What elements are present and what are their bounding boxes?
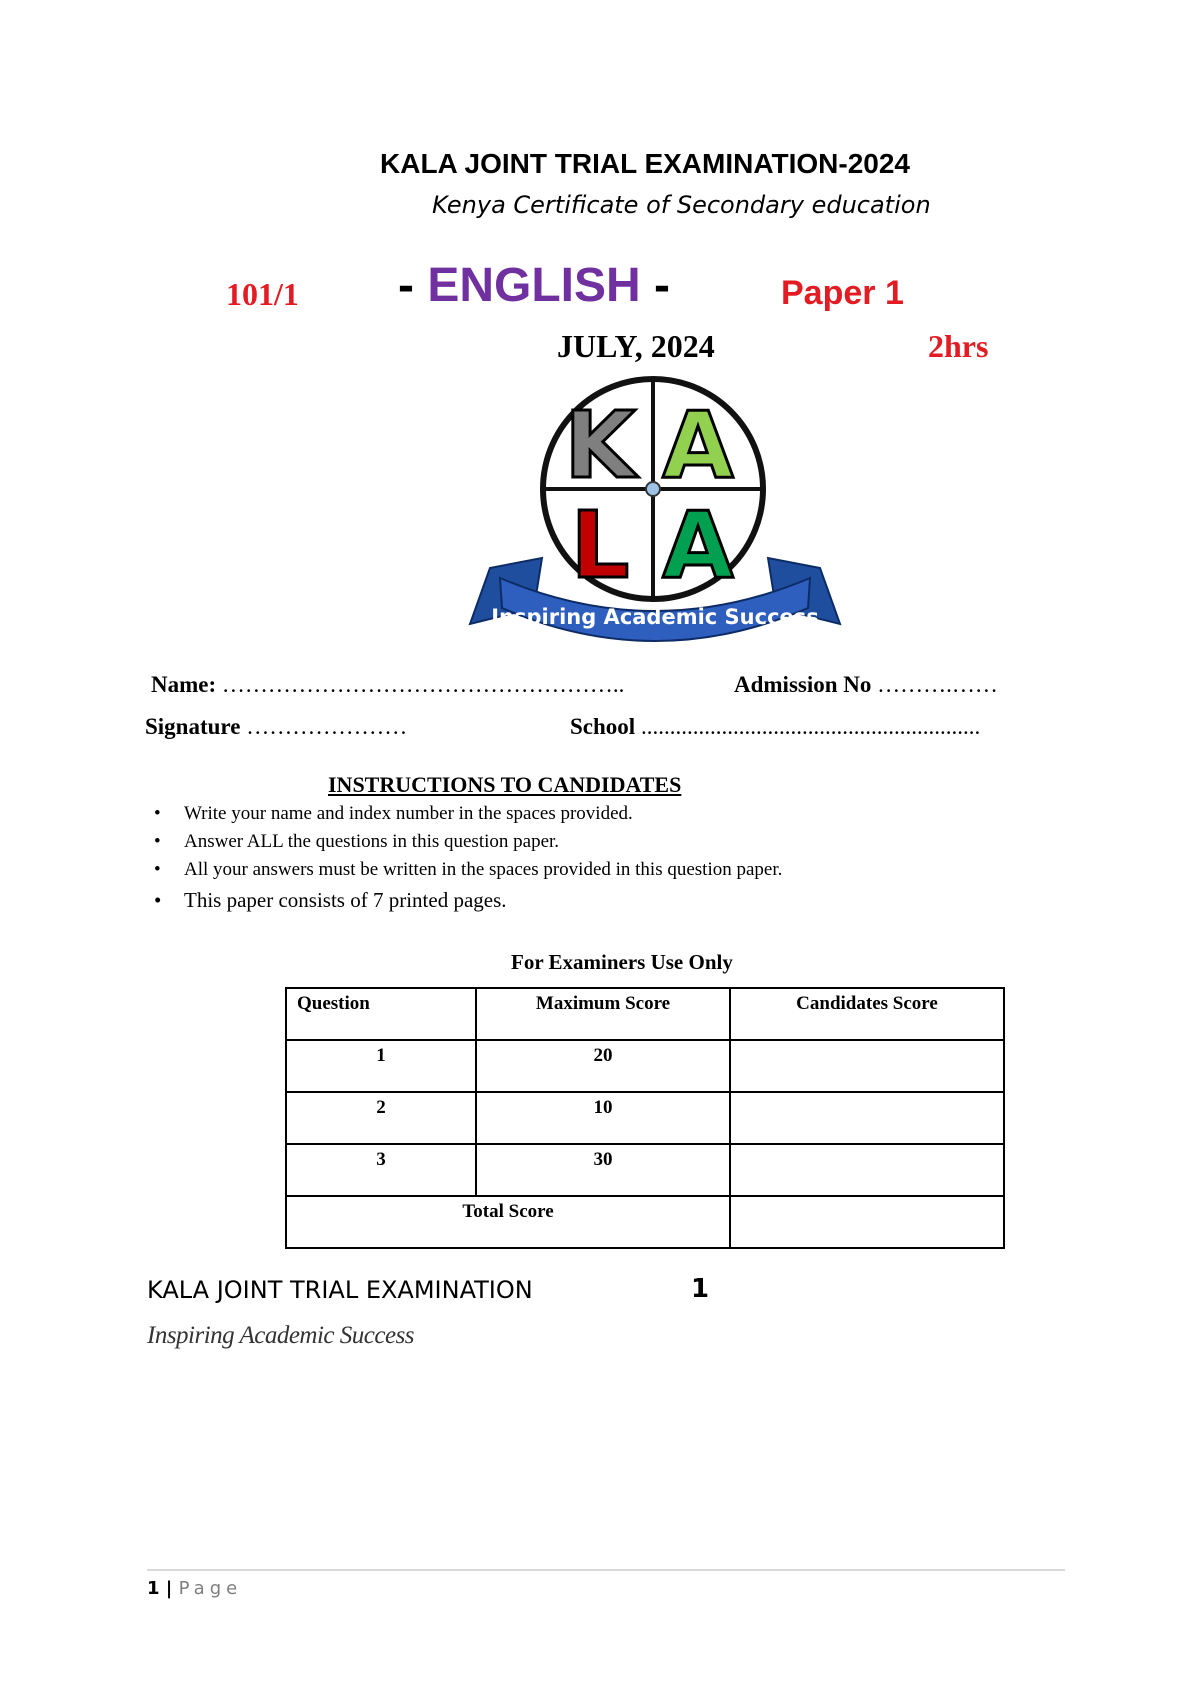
exam-subtitle: Kenya Certificate of Secondary education (432, 191, 931, 219)
paper-number: Paper 1 (781, 274, 904, 312)
name-label: Name: (151, 672, 217, 697)
row-question: 3 (286, 1144, 476, 1196)
total-score-label: Total Score (286, 1196, 730, 1248)
signature-dots: ………………… (240, 714, 408, 739)
logo-letter-l: L (570, 492, 630, 599)
admission-field[interactable] (734, 672, 998, 698)
row-max-score: 30 (476, 1144, 730, 1196)
header-candidate-score: Candidates Score (730, 988, 1004, 1040)
row-question: 2 (286, 1092, 476, 1144)
exam-duration: 2hrs (928, 328, 989, 364)
instruction-text: This paper consists of 7 printed pages. (184, 888, 507, 912)
bullet-icon: • (154, 859, 161, 880)
kala-logo (460, 372, 860, 662)
list-item (150, 884, 782, 916)
subject-dash-right: - (640, 259, 671, 312)
list-item (150, 800, 782, 828)
table-header-row (286, 988, 1004, 1040)
table-row (286, 1144, 1004, 1196)
page-number-value: 1 (147, 1578, 160, 1599)
footer-number: 1 (691, 1274, 710, 1304)
page-number (147, 1578, 242, 1599)
examiners-heading: For Examiners Use Only (511, 950, 733, 974)
row-question: 1 (286, 1040, 476, 1092)
school-dots: ........................................................... (635, 714, 981, 739)
table-row (286, 1092, 1004, 1144)
subject-name: ENGLISH (427, 259, 641, 312)
list-item (150, 856, 782, 884)
subject-line (398, 258, 670, 313)
instructions-heading: INSTRUCTIONS TO CANDIDATES (328, 772, 682, 797)
score-table (285, 987, 1005, 1249)
row-max-score: 10 (476, 1092, 730, 1144)
row-candidate-score[interactable] (730, 1040, 1004, 1092)
row-max-score: 20 (476, 1040, 730, 1092)
logo-letter-k: K (564, 392, 636, 499)
instruction-text: Answer ALL the questions in this question paper. (184, 831, 560, 852)
table-row (286, 1040, 1004, 1092)
name-field[interactable] (151, 672, 624, 698)
name-dots: …………………………………………….. (216, 672, 625, 697)
admission-dots: ……….…… (871, 672, 998, 697)
subject-dash-left: - (398, 259, 428, 312)
school-label: School (570, 714, 636, 739)
instructions-list (150, 800, 782, 916)
school-field[interactable] (570, 714, 980, 740)
page-separator: | (159, 1578, 179, 1599)
table-total-row (286, 1196, 1004, 1248)
instruction-text: All your answers must be written in the spaces provided in this question paper. (184, 859, 783, 880)
row-candidate-score[interactable] (730, 1144, 1004, 1196)
footer-divider (147, 1569, 1065, 1571)
header-question: Question (286, 988, 476, 1040)
header-max-score: Maximum Score (476, 988, 730, 1040)
instruction-text: Write your name and index number in the spaces provided. (184, 803, 633, 824)
footer-title: KALA JOINT TRIAL EXAMINATION (147, 1276, 533, 1304)
signature-field[interactable] (145, 714, 407, 740)
page-label: Page (178, 1578, 243, 1599)
list-item (150, 828, 782, 856)
bullet-icon: • (154, 803, 161, 824)
bullet-icon: • (154, 831, 161, 852)
bullet-icon: • (154, 888, 162, 912)
logo-letter-a-top: A (662, 392, 734, 499)
exam-title: KALA JOINT TRIAL EXAMINATION-2024 (380, 148, 910, 179)
footer-tagline: Inspiring Academic Success (147, 1322, 415, 1349)
paper-code: 101/1 (226, 276, 299, 312)
logo-letter-a-bottom: A (662, 492, 734, 599)
logo-banner-text: Inspiring Academic Success (491, 605, 819, 629)
row-candidate-score[interactable] (730, 1092, 1004, 1144)
total-score-value[interactable] (730, 1196, 1004, 1248)
admission-label: Admission No (734, 672, 872, 697)
signature-label: Signature (145, 714, 241, 739)
exam-date: JULY, 2024 (557, 328, 715, 364)
